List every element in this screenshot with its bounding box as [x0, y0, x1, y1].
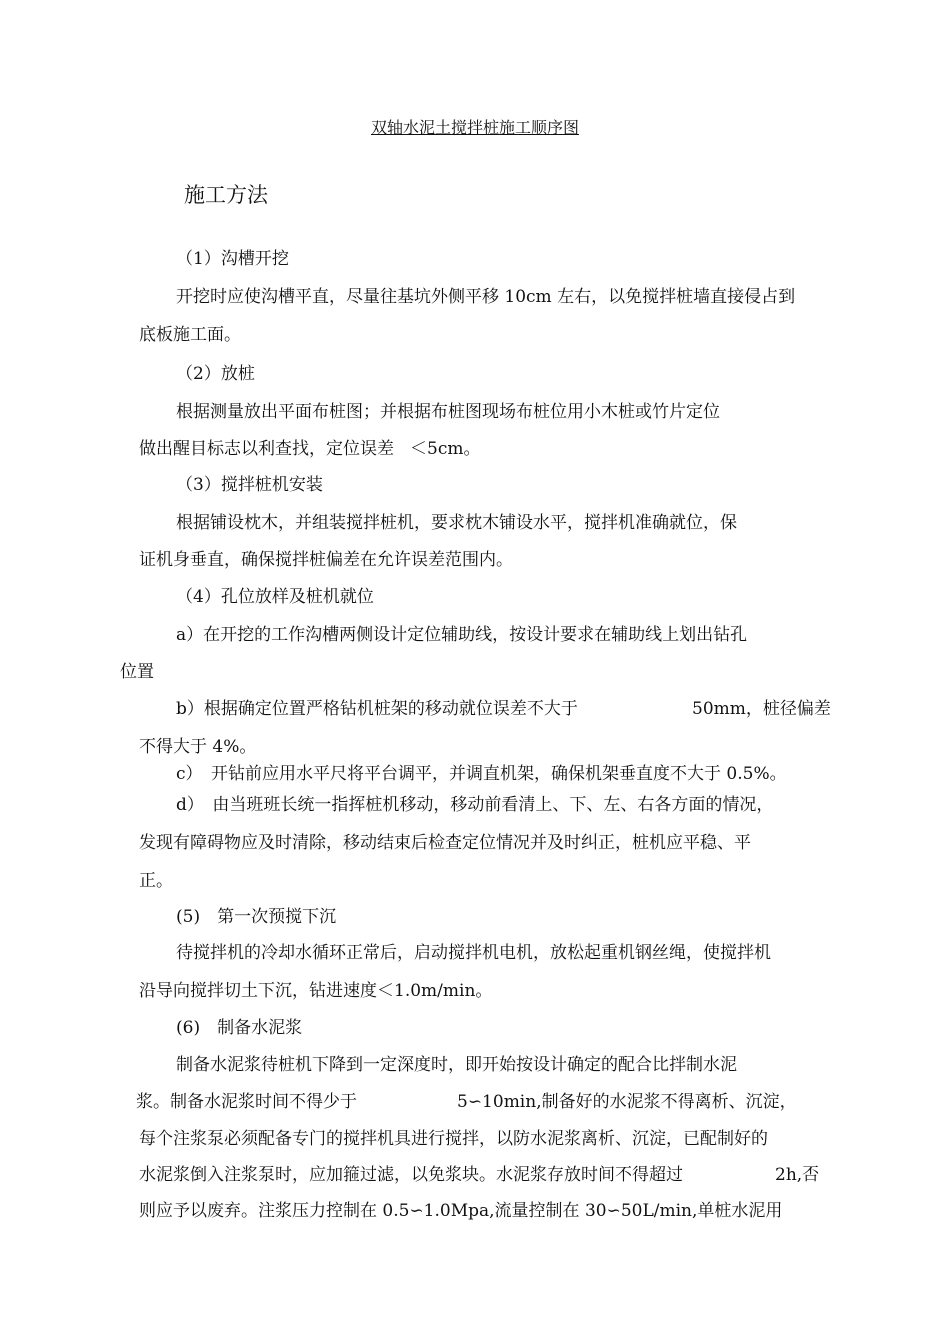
paragraph-line: 不得大于 4%。 — [139, 737, 257, 757]
section-heading: 施工方法 — [184, 183, 268, 207]
paragraph-line: 发现有障碍物应及时清除，移动结束后检查定位情况并及时纠正，桩机应平稳、平 — [139, 833, 751, 853]
paragraph-line: d） 由当班班长统一指挥桩机移动，移动前看清上、下、左、右各方面的情况， — [176, 795, 774, 815]
paragraph-line: 位置 — [120, 662, 154, 682]
paragraph-line: 正。 — [139, 871, 173, 891]
paragraph-line: 证机身垂直，确保搅拌桩偏差在允许误差范围内。 — [139, 550, 513, 570]
subheading-1: （1）沟槽开挖 — [176, 249, 289, 269]
paragraph-line: 做出醒目标志以利查找，定位误差 — [139, 439, 394, 459]
paragraph-line: 水泥浆倒入注浆泵时，应加箍过滤，以免浆块。水泥浆存放时间不得超过 — [139, 1165, 683, 1185]
paragraph-line: 根据测量放出平面布桩图；并根据布桩图现场布桩位用小木桩或竹片定位 — [176, 402, 720, 422]
paragraph-line: 待搅拌机的冷却水循环正常后，启动搅拌机电机，放松起重机钢丝绳，使搅拌机 — [176, 943, 771, 963]
figure-caption: 双轴水泥土搅拌桩施工顺序图 — [370, 118, 579, 137]
paragraph-line: 底板施工面。 — [139, 325, 241, 345]
paragraph-fragment: 50mm，桩径偏差 — [692, 699, 831, 719]
subheading-6: (6) 制备水泥浆 — [176, 1018, 303, 1038]
paragraph-line: 每个注浆泵必须配备专门的搅拌机具进行搅拌，以防水泥浆离析、沉淀，已配制好的 — [139, 1129, 768, 1149]
paragraph-line: a）在开挖的工作沟槽两侧设计定位辅助线，按设计要求在辅助线上划出钻孔 — [176, 625, 748, 645]
subheading-2: （2）放桩 — [176, 364, 255, 384]
paragraph-line: c） 开钻前应用水平尺将平台调平，并调直机架，确保机架垂直度不大于 0.5%。 — [176, 764, 787, 784]
paragraph-line: 制备水泥浆待桩机下降到一定深度时，即开始按设计确定的配合比拌制水泥 — [176, 1055, 737, 1075]
paragraph-line: 沿导向搅拌切土下沉，钻进速度＜1.0m/min。 — [139, 981, 493, 1001]
paragraph-line: 根据铺设枕木，并组装搅拌桩机，要求枕木铺设水平，搅拌机准确就位，保 — [176, 513, 737, 533]
paragraph-line: 则应予以废弃。注浆压力控制在 0.5∽1.0Mpa,流量控制在 30∽50L/min,单桩水泥用 — [139, 1201, 783, 1221]
paragraph-fragment: ＜5cm。 — [410, 439, 481, 459]
paragraph-line: b）根据确定位置严格钻机桩架的移动就位误差不大于 — [176, 699, 578, 719]
paragraph-line: 开挖时应使沟槽平直，尽量往基坑外侧平移 10cm 左右，以免搅拌桩墙直接侵占到 — [176, 287, 796, 307]
subheading-5: (5) 第一次预搅下沉 — [176, 907, 337, 927]
subheading-4: （4）孔位放样及桩机就位 — [176, 587, 374, 607]
subheading-3: （3）搅拌桩机安装 — [176, 475, 323, 495]
paragraph-fragment: 2h,否 — [775, 1165, 820, 1185]
paragraph-line: 浆。制备水泥浆时间不得少于 — [136, 1092, 357, 1112]
paragraph-fragment: 5∽10min,制备好的水泥浆不得离析、沉淀， — [457, 1092, 797, 1112]
